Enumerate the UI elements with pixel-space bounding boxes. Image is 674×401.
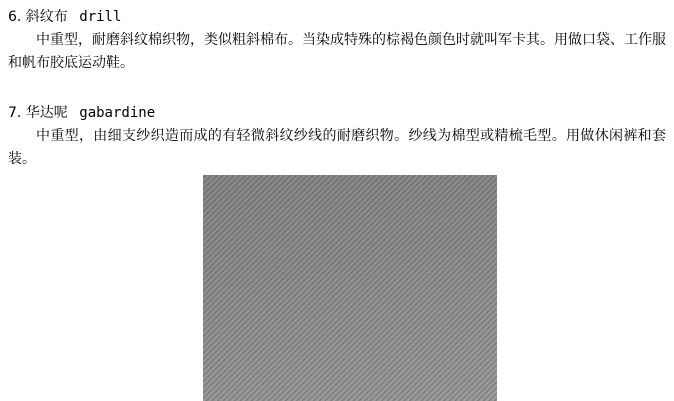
gabardine-heading-number-title: 7. 华达呢	[8, 105, 68, 121]
fabric-swatch-image	[203, 175, 497, 401]
drill-heading-english-term: drill	[79, 9, 122, 25]
gabardine-heading	[8, 102, 666, 125]
gabardine-heading-english-term: gabardine	[79, 105, 156, 121]
section-drill	[8, 6, 666, 75]
fabric-noise-texture	[203, 175, 497, 401]
document-body	[0, 0, 674, 171]
section-gabardine	[8, 102, 666, 171]
drill-heading	[8, 6, 666, 29]
drill-heading-number-title: 6. 斜纹布	[8, 9, 68, 25]
gabardine-paragraph: 中重型，由细支纱织造而成的有轻微斜纹纱线的耐磨织物。纱线为棉型或精梳毛型。用做休闲裤和套装。	[8, 128, 666, 167]
drill-paragraph: 中重型，耐磨斜纹棉织物，类似粗斜棉布。当染成特殊的棕褐色颜色时就叫军卡其。用做口袋、工作服和帆布胶底运动鞋。	[8, 32, 666, 71]
